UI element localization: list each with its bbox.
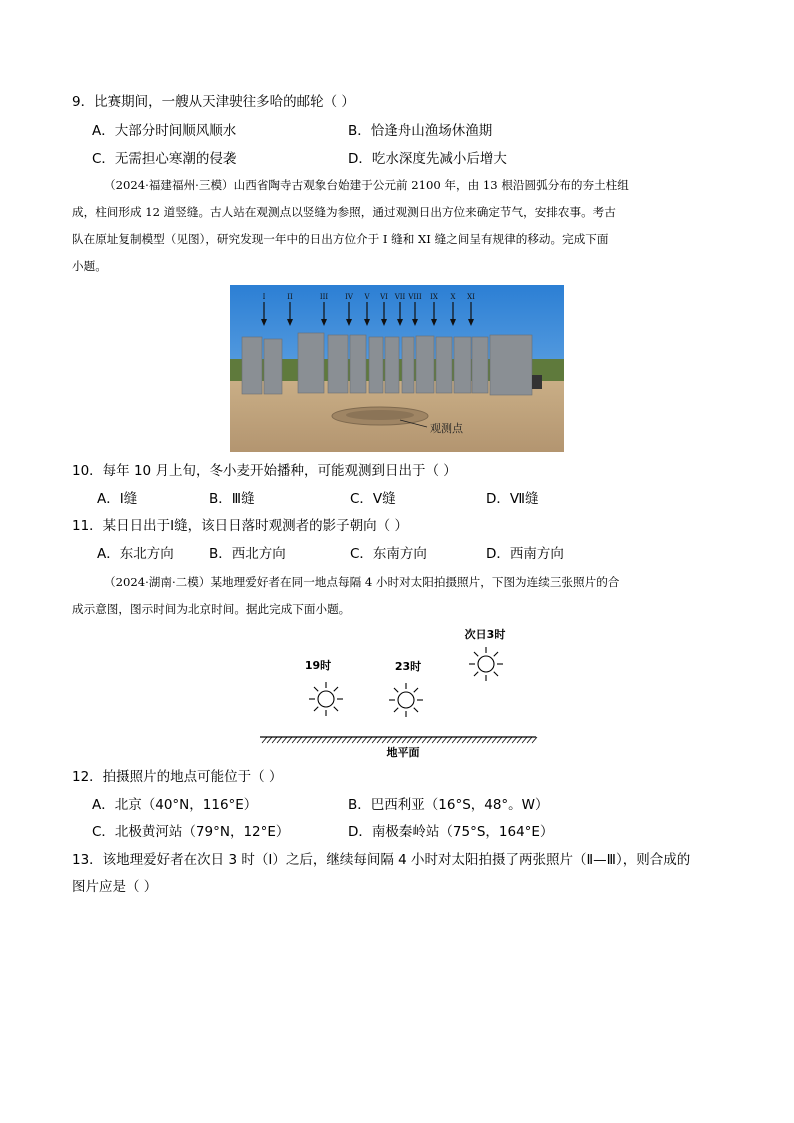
- q10-option-b: B．Ⅲ缝: [209, 491, 255, 507]
- ground-hatch: [267, 737, 272, 743]
- ground-hatch: [292, 737, 297, 743]
- q10-stem: 10．每年 10 月上旬，冬小麦开始播种，可能观测到日出于（ ）: [72, 463, 457, 479]
- ground-hatch: [327, 737, 332, 743]
- ground-hatch: [422, 737, 427, 743]
- ground-hatch: [342, 737, 347, 743]
- q9-option-a: A．大部分时间顺风顺水: [92, 123, 237, 139]
- slot-label: VI: [380, 293, 388, 301]
- ground-hatch: [392, 737, 397, 743]
- slot-label: II: [287, 293, 293, 301]
- label-23h: 23时: [394, 660, 422, 673]
- slot-label: V: [364, 293, 370, 301]
- ground-hatch: [447, 737, 452, 743]
- ground-hatch: [337, 737, 342, 743]
- ground-hatch: [452, 737, 457, 743]
- ground-hatch: [302, 737, 307, 743]
- slot-label: VIII: [408, 293, 422, 301]
- ground-hatch: [442, 737, 447, 743]
- q12-stem: 12．拍摄照片的地点可能位于（ ）: [72, 769, 283, 785]
- ground-hatch: [497, 737, 502, 743]
- ground-hatch: [482, 737, 487, 743]
- sun-icon: [469, 647, 503, 681]
- ground-hatch: [282, 737, 287, 743]
- ground-hatch: [437, 737, 442, 743]
- ground-hatch: [402, 737, 407, 743]
- ground-hatch: [502, 737, 507, 743]
- q12-option-c: C．北极黄河站（79°N，12°E）: [92, 824, 290, 840]
- ground-hatch: [347, 737, 352, 743]
- ground-hatch: [372, 737, 377, 743]
- slot-label: VII: [394, 293, 406, 301]
- ground-hatch: [457, 737, 462, 743]
- ground-hatch: [522, 737, 527, 743]
- ground-hatch: [467, 737, 472, 743]
- ground-hatch: [377, 737, 382, 743]
- ground-hatch: [512, 737, 517, 743]
- observe-point-label: 观测点: [430, 422, 463, 435]
- passage2-line1: （2024·湖南·二模）某地理爱好者在同一地点每隔 4 小时对太阳拍摄照片，下图为连续三张照片的合: [104, 575, 620, 589]
- ground-hatch: [432, 737, 437, 743]
- q11-option-d: D．西南方向: [486, 546, 564, 562]
- ground-hatch: [352, 737, 357, 743]
- ground-hatch: [472, 737, 477, 743]
- ground-label: 地平面: [386, 746, 420, 759]
- slot-label: III: [319, 293, 329, 301]
- ground-hatch: [317, 737, 322, 743]
- sun-position-figure: [258, 622, 540, 764]
- q11-option-c: C．东南方向: [350, 546, 427, 562]
- ground-hatch: [357, 737, 362, 743]
- q13-line1: 13．该地理爱好者在次日 3 时（Ⅰ）之后，继续每间隔 4 小时对太阳拍摄了两张照片（Ⅱ—Ⅲ），则合成的: [72, 852, 691, 868]
- ground-hatch: [492, 737, 497, 743]
- ground-hatch: [262, 737, 267, 743]
- q10-option-a: A．Ⅰ缝: [97, 491, 138, 507]
- ground-hatch: [397, 737, 402, 743]
- ground-hatch: [387, 737, 392, 743]
- ground-hatch: [427, 737, 432, 743]
- ground-hatch: [297, 737, 302, 743]
- q9-stem: 9．比赛期间，一艘从天津驶往多哈的邮轮（ ）: [72, 94, 355, 110]
- passage2-line2: 成示意图，图示时间为北京时间。据此完成下面小题。: [72, 602, 351, 616]
- sun-icon: [389, 683, 423, 717]
- q12-option-d: D．南极秦岭站（75°S，164°E）: [348, 824, 554, 840]
- observatory-photo: [230, 285, 564, 452]
- slot-label: I: [262, 293, 266, 301]
- q11-stem: 11．某日日出于Ⅰ缝，该日日落时观测者的影子朝向（ ）: [72, 518, 408, 534]
- passage1-line1: （2024·福建福州·三模）山西省陶寺古观象台始建于公元前 2100 年，由 13 根沿圆弧分布的夯土柱组: [104, 178, 629, 192]
- label-next-3h: 次日3时: [464, 628, 506, 641]
- passage1-line4: 小题。: [72, 259, 107, 273]
- ground-hatch: [277, 737, 282, 743]
- ground-hatch: [532, 737, 537, 743]
- ground-hatch: [477, 737, 482, 743]
- slot-label: X: [450, 293, 456, 301]
- ground-hatch: [407, 737, 412, 743]
- ground-hatch: [507, 737, 512, 743]
- ground-hatch: [287, 737, 292, 743]
- slot-label: IX: [430, 293, 438, 301]
- sun-icon: [309, 682, 343, 716]
- label-19h: 19时: [304, 659, 332, 672]
- q11-option-a: A．东北方向: [97, 546, 174, 562]
- passage1-line2: 成，柱间形成 12 道竖缝。古人站在观测点以竖缝为参照，通过观测日出方位来确定节气，安排农事。考古: [72, 205, 616, 219]
- q11-option-b: B．西北方向: [209, 546, 286, 562]
- q9-option-d: D．吃水深度先减小后增大: [348, 151, 507, 167]
- q10-option-d: D．Ⅶ缝: [486, 491, 539, 507]
- q9-option-b: B．恰逢舟山渔场休渔期: [348, 123, 493, 139]
- q13-line2: 图片应是（ ）: [72, 879, 158, 895]
- q12-option-a: A．北京（40°N，116°E）: [92, 797, 258, 813]
- ground-hatch: [462, 737, 467, 743]
- ground-hatch: [362, 737, 367, 743]
- ground-hatch: [417, 737, 422, 743]
- ground-hatch: [487, 737, 492, 743]
- ground-hatch: [527, 737, 532, 743]
- q10-option-c: C．Ⅴ缝: [350, 491, 396, 507]
- ground-hatch: [517, 737, 522, 743]
- slot-label: IV: [345, 293, 353, 301]
- ground-hatch: [312, 737, 317, 743]
- ground-hatch: [367, 737, 372, 743]
- q12-option-b: B．巴西利亚（16°S，48°。W）: [348, 797, 549, 813]
- ground-hatch: [332, 737, 337, 743]
- ground-hatch: [382, 737, 387, 743]
- ground-hatch: [412, 737, 417, 743]
- passage1-line3: 队在原址复制模型（见图），研究发现一年中的日出方位介于 I 缝和 XI 缝之间呈有规律的移动。完成下面: [72, 232, 609, 246]
- q9-option-c: C．无需担心寒潮的侵袭: [92, 151, 237, 167]
- ground-hatch: [307, 737, 312, 743]
- slot-label: XI: [467, 293, 475, 301]
- ground-hatch: [272, 737, 277, 743]
- ground-hatch: [322, 737, 327, 743]
